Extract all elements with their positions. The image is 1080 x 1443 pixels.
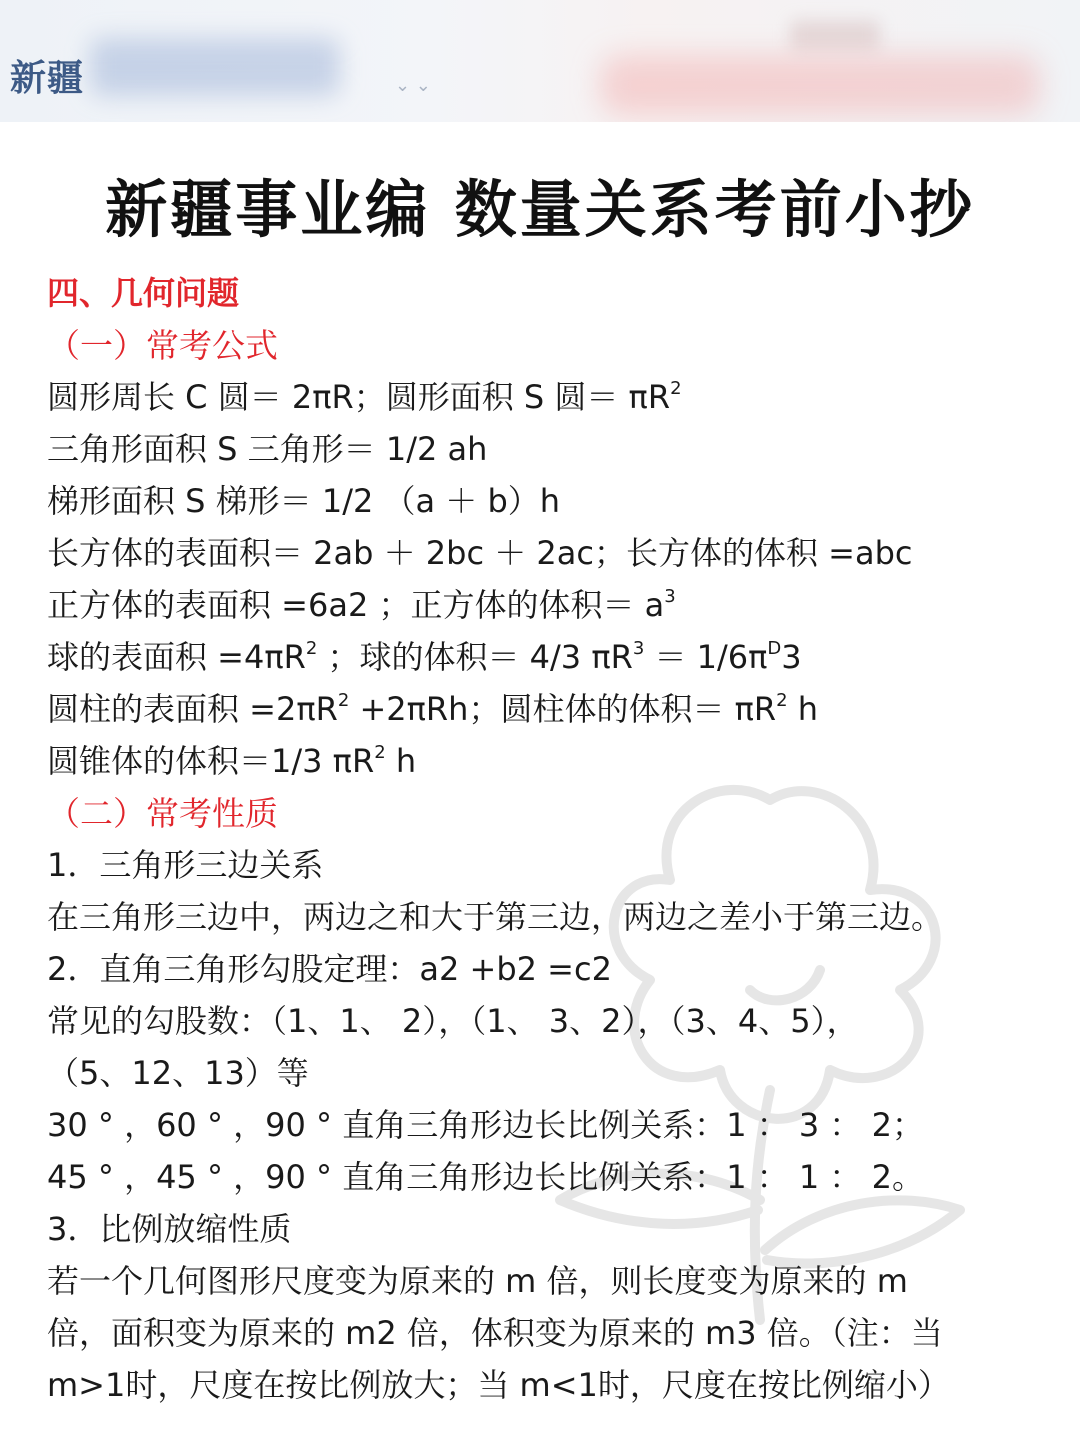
formula-text: 3 bbox=[781, 638, 802, 676]
property-1-text: 在三角形三边中，两边之和大于第三边，两边之差小于第三边。 bbox=[47, 898, 944, 936]
formula-triangle: 三角形面积 S 三角形＝ 1/2 ah bbox=[47, 430, 488, 468]
property-2-title: 2．直角三角形勾股定理：a2 +b2 =c2 bbox=[47, 950, 612, 988]
blurred-brand-text bbox=[90, 38, 340, 96]
formula-cone bbox=[47, 736, 416, 782]
property-2-text: 45 ° ，45 ° ，90 ° 直角三角形边长比例关系：1 ： 1 ： 2。 bbox=[47, 1158, 924, 1196]
birds-icon: ⌄ ⌄ bbox=[395, 75, 431, 96]
formula-text: 圆形周长 C 圆＝ 2πR；圆形面积 S 圆＝ πR bbox=[47, 378, 671, 416]
formula-sphere bbox=[47, 632, 802, 678]
formula-text: 球的表面积 =4πR bbox=[47, 638, 306, 676]
formula-text: ；球的体积＝ 4/3 πR bbox=[317, 638, 633, 676]
superscript: 2 bbox=[337, 690, 350, 711]
subsection-heading-formulas: （一）常考公式 bbox=[47, 326, 278, 365]
superscript: 3 bbox=[632, 638, 645, 659]
section-heading: 四、几何问题 bbox=[47, 274, 240, 312]
formula-trapezoid: 梯形面积 S 梯形＝ 1/2 （a ＋ b）h bbox=[47, 482, 561, 520]
blurred-decoration bbox=[600, 55, 1040, 115]
property-3-title: 3．比例放缩性质 bbox=[47, 1210, 292, 1248]
blurred-decoration bbox=[790, 20, 880, 50]
formula-circle bbox=[47, 372, 682, 418]
property-3-text: 若一个几何图形尺度变为原来的 m 倍，则长度变为原来的 m bbox=[47, 1262, 908, 1300]
property-3-text: m>1时，尺度在按比例放大；当 m<1时，尺度在按比例缩小） bbox=[47, 1366, 950, 1404]
property-3-text: 倍，面积变为原来的 m2 倍，体积变为原来的 m3 倍。（注：当 bbox=[47, 1314, 943, 1352]
formula-text: 圆柱的表面积 =2πR bbox=[47, 690, 338, 728]
formula-cuboid: 长方体的表面积＝ 2ab ＋ 2bc ＋ 2ac；长方体的体积 =abc bbox=[47, 534, 913, 572]
property-2-text: 常见的勾股数：（1、1、 2），（1、 3、2），（3、4、5）， bbox=[47, 1002, 859, 1040]
formula-cube bbox=[47, 580, 676, 626]
formula-text: h bbox=[385, 742, 417, 780]
property-1-title: 1．三角形三边关系 bbox=[47, 846, 324, 884]
subsection-heading-properties: （二）常考性质 bbox=[47, 794, 278, 833]
banner-brand: 新疆 bbox=[10, 58, 85, 99]
superscript: 2 bbox=[305, 638, 318, 659]
header-banner bbox=[0, 0, 1080, 122]
superscript: 2 bbox=[670, 378, 682, 399]
formula-text: 正方体的表面积 =6a2 ；正方体的体积＝ a bbox=[47, 586, 665, 624]
formula-cylinder bbox=[47, 684, 818, 730]
formula-text: ＝ 1/6π bbox=[644, 638, 768, 676]
property-2-text: （5、12、13）等 bbox=[47, 1054, 309, 1092]
formula-text: +2πRh；圆柱体的体积＝ πR bbox=[349, 690, 777, 728]
superscript: 2 bbox=[776, 690, 788, 711]
formula-text: 圆锥体的体积＝1/3 πR bbox=[47, 742, 375, 780]
superscript: 3 bbox=[664, 586, 676, 607]
superscript: D bbox=[767, 638, 782, 659]
superscript: 2 bbox=[374, 742, 386, 763]
page-title: 新疆事业编 数量关系考前小抄 bbox=[105, 173, 975, 246]
property-2-text: 30 ° ，60 ° ，90 ° 直角三角形边长比例关系：1 ： 3 ： 2； bbox=[47, 1106, 924, 1144]
formula-text: h bbox=[787, 690, 819, 728]
